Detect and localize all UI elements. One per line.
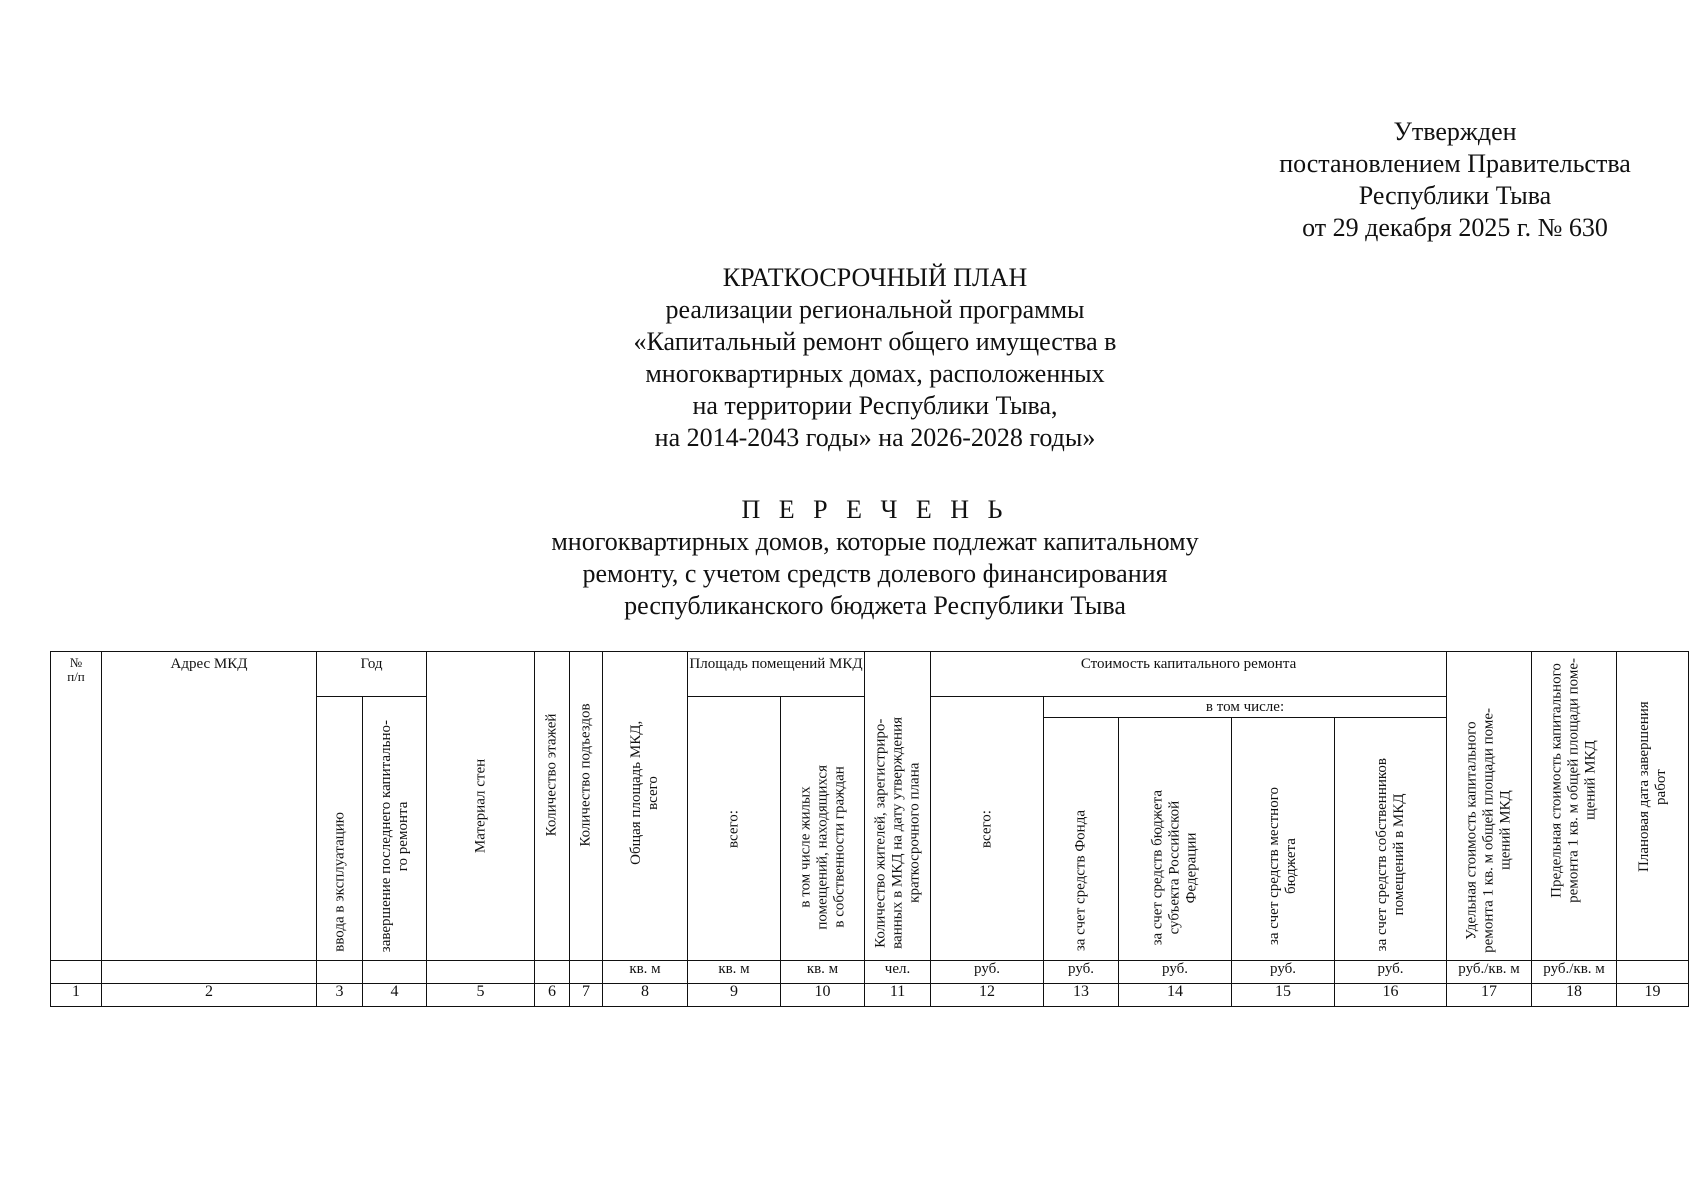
header-limit-cost: Предельная стоимость капитального ремонта 1 кв. м общей площади поме- щений МКД <box>1532 652 1617 961</box>
header-year-last-repair: завершение последнего капитально- го ремонта <box>363 697 427 961</box>
plan-title: КРАТКОСРОЧНЫЙ ПЛАН <box>722 263 1028 292</box>
column-number: 10 <box>781 984 865 1007</box>
header-floors: Количество этажей <box>535 652 570 961</box>
header-total-area: Общая площадь МКД, всего <box>603 652 688 961</box>
header-residents: Количество жителей, зарегистриро- ванных в МКД на дату утверждения краткосрочного плана <box>865 652 931 961</box>
plan-subtitle-line: «Капитальный ремонт общего имущества в <box>633 327 1117 356</box>
header-num: № п/п <box>51 652 102 961</box>
plan-subtitle-line: на 2014-2043 годы» на 2026-2028 годы» <box>654 423 1096 452</box>
column-number: 7 <box>570 984 603 1007</box>
units-row <box>51 961 1689 984</box>
column-number: 13 <box>1044 984 1119 1007</box>
unit-cell: руб. <box>1232 961 1335 984</box>
unit-cell: кв. м <box>781 961 865 984</box>
column-number: 17 <box>1447 984 1532 1007</box>
plan-subtitle-line: на территории Республики Тыва, <box>692 391 1058 420</box>
plan-subtitle-line: реализации региональной программы <box>665 295 1085 324</box>
column-number: 2 <box>102 984 317 1007</box>
unit-cell: кв. м <box>603 961 688 984</box>
list-subtitle-line: ремонту, с учетом средств долевого финансирования <box>582 559 1168 588</box>
unit-cell <box>51 961 102 984</box>
column-number: 6 <box>535 984 570 1007</box>
approval-line: от 29 декабря 2025 г. № 630 <box>1302 213 1608 242</box>
header-year-commission: ввода в эксплуатацию <box>317 697 363 961</box>
unit-cell <box>427 961 535 984</box>
column-number: 5 <box>427 984 535 1007</box>
column-number: 19 <box>1617 984 1689 1007</box>
unit-cell: чел. <box>865 961 931 984</box>
header-address: Адрес МКД <box>102 652 317 961</box>
list-title-block <box>420 494 1330 622</box>
unit-cell: руб./кв. м <box>1532 961 1617 984</box>
unit-cell: руб./кв. м <box>1447 961 1532 984</box>
header-cost-total: всего: <box>931 697 1044 961</box>
header-wall-material: Материал стен <box>427 652 535 961</box>
header-cost-local: за счет средств местного бюджета <box>1232 718 1335 961</box>
unit-cell: кв. м <box>688 961 781 984</box>
column-number: 15 <box>1232 984 1335 1007</box>
header-premises-total: всего: <box>688 697 781 961</box>
column-number: 14 <box>1119 984 1232 1007</box>
column-number: 8 <box>603 984 688 1007</box>
header-cost-fund: за счет средств Фонда <box>1044 718 1119 961</box>
header-year: Год <box>317 652 427 697</box>
unit-cell: руб. <box>1119 961 1232 984</box>
column-number: 11 <box>865 984 931 1007</box>
header-completion-date: Плановая дата завершения работ <box>1617 652 1689 961</box>
plan-subtitle-line: многоквартирных домах, расположенных <box>645 359 1105 388</box>
unit-cell: руб. <box>1335 961 1447 984</box>
unit-cell <box>570 961 603 984</box>
unit-cell <box>1617 961 1689 984</box>
approval-line: постановлением Правительства <box>1279 149 1631 178</box>
header-including: в том числе: <box>1044 697 1447 718</box>
column-number: 3 <box>317 984 363 1007</box>
column-number: 1 <box>51 984 102 1007</box>
header-cost: Стоимость капитального ремонта <box>931 652 1447 697</box>
unit-cell <box>535 961 570 984</box>
approval-stamp <box>1240 116 1670 244</box>
column-numbers-row <box>51 984 1689 1007</box>
column-number: 12 <box>931 984 1044 1007</box>
header-unit-cost: Удельная стоимость капитального ремонта 1 кв. м общей площади поме- щений МКД <box>1447 652 1532 961</box>
list-subtitle-line: республиканского бюджета Республики Тыва <box>624 591 1126 620</box>
header-premises-citizens: в том числе жилых помещений, находящихся в собственности граждан <box>781 697 865 961</box>
unit-cell: руб. <box>1044 961 1119 984</box>
column-number: 16 <box>1335 984 1447 1007</box>
column-number: 9 <box>688 984 781 1007</box>
header-cost-owners: за счет средств собственников помещений в МКД <box>1335 718 1447 961</box>
header-cost-federal: за счет средств бюджета субъекта Российской Федерации <box>1119 718 1232 961</box>
list-subtitle-line: многоквартирных домов, которые подлежат капитальному <box>551 527 1199 556</box>
unit-cell: руб. <box>931 961 1044 984</box>
header-entrances: Количество подъездов <box>570 652 603 961</box>
unit-cell <box>363 961 427 984</box>
list-title: П Е Р Е Ч Е Н Ь <box>741 495 1009 524</box>
approval-line: Утвержден <box>1393 117 1517 146</box>
column-number: 4 <box>363 984 427 1007</box>
column-number: 18 <box>1532 984 1617 1007</box>
unit-cell <box>317 961 363 984</box>
header-premises-area: Площадь помещений МКД <box>688 652 865 697</box>
unit-cell <box>102 961 317 984</box>
approval-line: Республики Тыва <box>1358 181 1552 210</box>
plan-title-block <box>420 262 1330 454</box>
houses-table <box>50 651 1689 1007</box>
